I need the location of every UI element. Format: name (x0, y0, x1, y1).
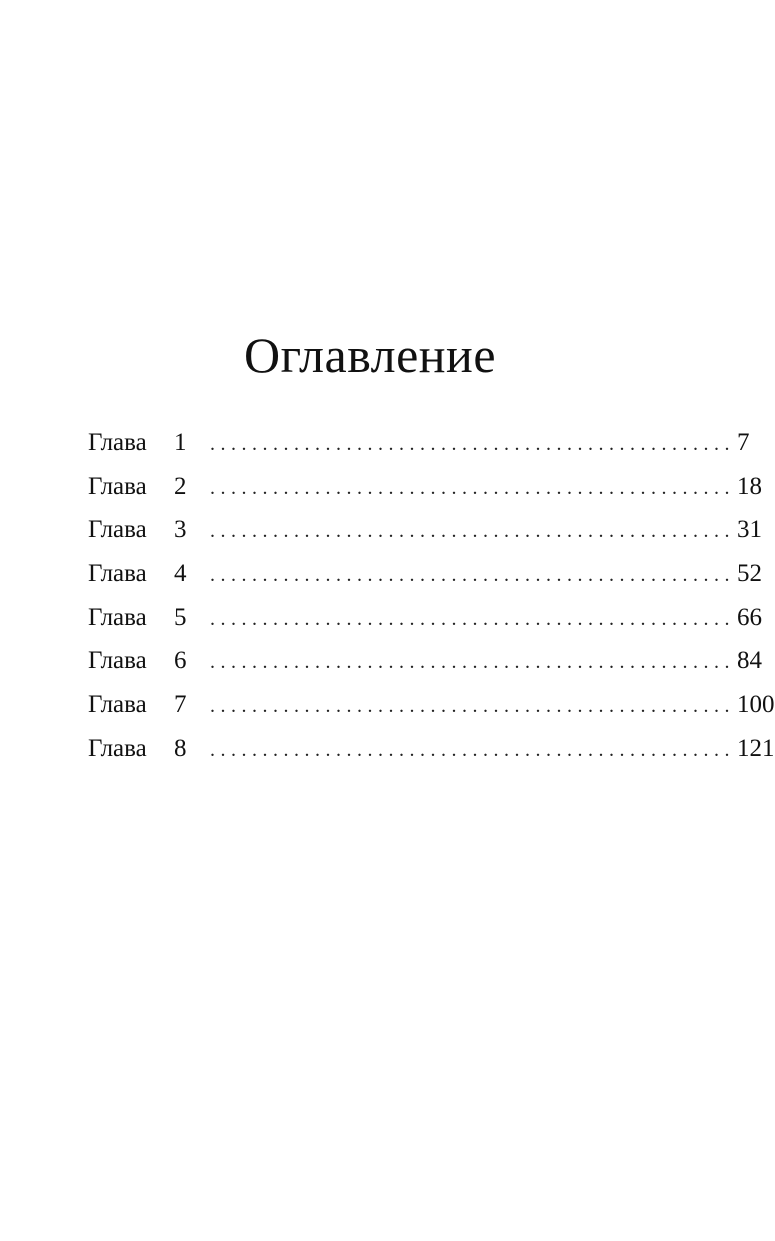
toc-entry-number: 3 (174, 516, 187, 544)
toc-entry-label: Глава (88, 429, 147, 456)
toc-entry-page: 121 (737, 734, 775, 762)
toc-entry-label: Глава (88, 560, 147, 588)
table-of-contents (88, 421, 775, 771)
dot-leader: .................................................. (210, 607, 735, 630)
dot-leader: .................................................. (210, 738, 735, 761)
toc-entry-page: 52 (737, 560, 762, 588)
toc-entry-page: 66 (737, 603, 762, 631)
toc-entry-page: 18 (737, 472, 762, 500)
toc-entry-number: 2 (174, 472, 187, 500)
toc-entry-number: 6 (174, 647, 187, 675)
toc-entry-8 (88, 727, 775, 771)
dot-leader: .................................................. (210, 433, 735, 455)
toc-entry-7 (88, 683, 775, 727)
dot-leader: .................................................. (210, 520, 735, 543)
toc-entry-2 (88, 465, 762, 509)
dot-leader: .................................................. (210, 651, 735, 674)
toc-entry-label: Глава (88, 647, 147, 675)
toc-entry-label: Глава (88, 734, 147, 762)
toc-entry-page: 31 (737, 516, 762, 544)
toc-entry-3 (88, 508, 762, 552)
toc-entry-label: Глава (88, 691, 147, 719)
toc-entry-4 (88, 552, 762, 596)
toc-entry-number: 4 (174, 560, 187, 588)
toc-entry-1 (88, 421, 750, 465)
toc-entry-number: 7 (174, 691, 187, 719)
dot-leader: .................................................. (210, 695, 735, 718)
toc-entry-number: 5 (174, 603, 187, 631)
page-title: Оглавление (243, 327, 497, 383)
toc-entry-page: 7 (737, 429, 750, 456)
toc-entry-page: 100 (737, 691, 775, 719)
toc-entry-page: 84 (737, 647, 762, 675)
toc-entry-6 (88, 639, 762, 683)
dot-leader: .................................................. (210, 476, 735, 499)
toc-entry-5 (88, 596, 762, 640)
toc-entry-label: Глава (88, 472, 147, 500)
toc-entry-label: Глава (88, 603, 147, 631)
toc-entry-number: 8 (174, 734, 187, 762)
toc-entry-number: 1 (174, 429, 187, 456)
dot-leader: .................................................. (210, 564, 735, 587)
toc-entry-label: Глава (88, 516, 147, 544)
